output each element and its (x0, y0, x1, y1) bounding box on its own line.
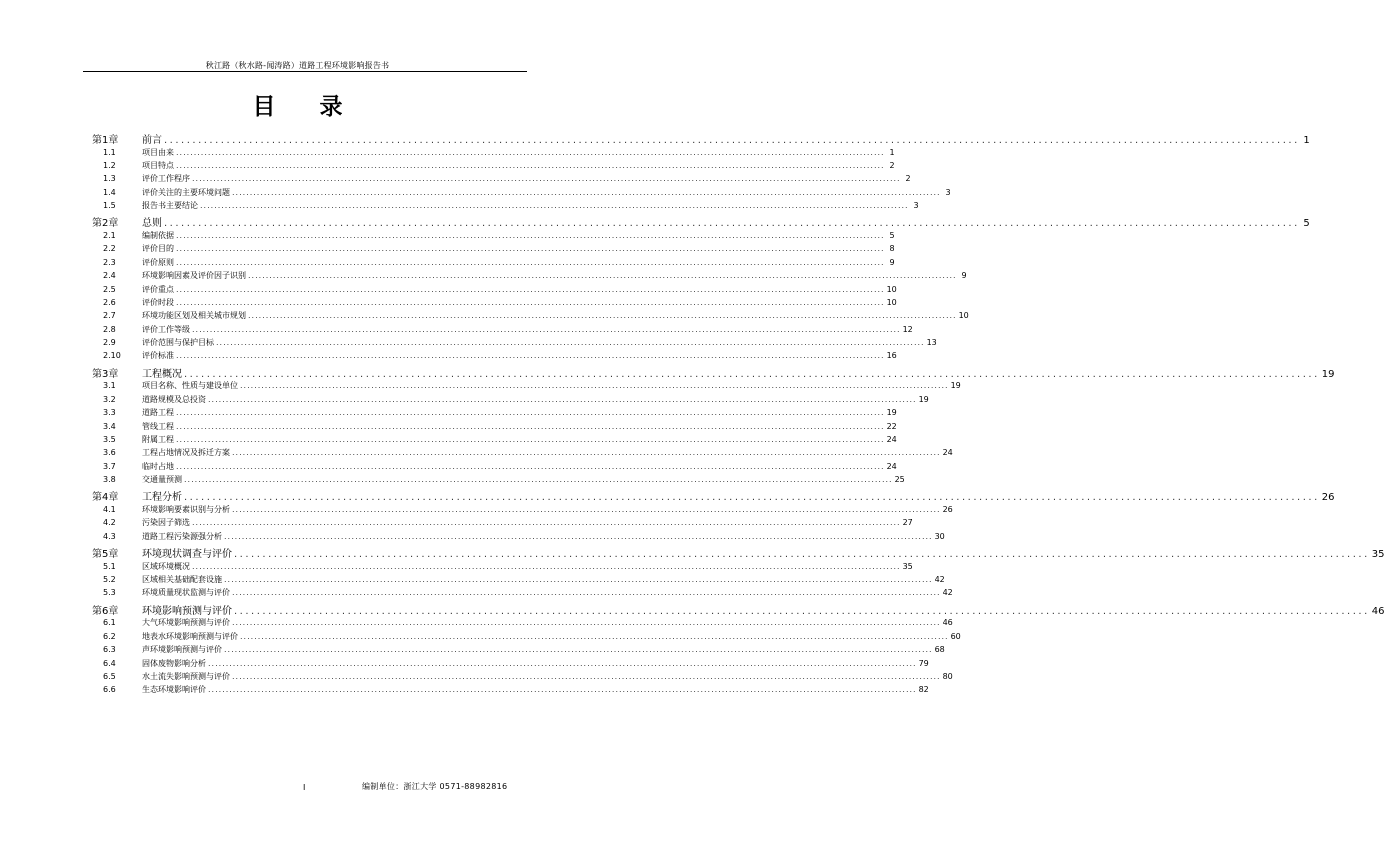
footer-page-number: I (303, 783, 306, 792)
toc-section-entry[interactable] (92, 517, 913, 530)
toc-section-entry[interactable] (92, 474, 905, 487)
section-title: 编制依据 (142, 230, 174, 240)
section-page-number: 13 (926, 338, 937, 348)
section-number: 2.2 (103, 244, 116, 254)
dot-leader: ........................................................................................................................................................................................................ (208, 685, 917, 695)
dot-leader: ........................................................................................................................................................................................................ (176, 351, 885, 361)
section-title: 道路工程 (142, 408, 174, 418)
dot-leader: ........................................................................................................................................................................................................ (208, 658, 917, 668)
section-title: 报告书主要结论 (142, 201, 198, 211)
chapter-number: 第5章 (92, 549, 119, 561)
toc-section-entry[interactable] (92, 531, 945, 544)
chapter-title: 总则 (142, 218, 162, 230)
dot-leader: ........................................................................................................................................................................................................ (176, 408, 885, 418)
section-number: 1.2 (103, 160, 116, 170)
header-rule (83, 71, 527, 72)
toc-section-entry[interactable] (92, 407, 897, 420)
dot-leader: ........................................................................................................................................................................................................ (176, 297, 885, 307)
section-page-number: 26 (942, 504, 953, 514)
section-title: 评价目的 (142, 244, 174, 254)
section-number: 3.1 (103, 381, 116, 391)
dot-leader: ........................................................................................................................................................................................................ (184, 492, 1320, 504)
dot-leader: ........................................................................................................................................................................................................ (176, 421, 885, 431)
section-page-number: 42 (942, 588, 953, 598)
toc-chapter-entry[interactable] (92, 131, 1310, 147)
toc-section-entry[interactable] (92, 421, 897, 434)
section-page-number: 24 (942, 448, 953, 458)
toc-section-entry[interactable] (92, 447, 953, 460)
section-title: 项目特点 (142, 160, 174, 170)
section-title: 大气环境影响预测与评价 (142, 618, 230, 628)
section-number: 1.1 (103, 147, 116, 157)
section-page-number: 79 (918, 658, 929, 668)
section-title: 水土流失影响预测与评价 (142, 671, 230, 681)
toc-section-entry[interactable] (92, 658, 929, 671)
toc-section-entry[interactable] (92, 561, 913, 574)
section-page-number: 8 (889, 244, 895, 254)
section-title: 评价范围与保护目标 (142, 338, 214, 348)
section-page-number: 24 (886, 434, 897, 444)
toc-section-entry[interactable] (92, 230, 895, 243)
section-number: 6.2 (103, 631, 116, 641)
section-number: 3.2 (103, 394, 116, 404)
section-title: 道路规模及总投资 (142, 394, 206, 404)
dot-leader: ........................................................................................................................................................................................................ (224, 645, 933, 655)
section-title: 环境影响要素识别与分析 (142, 504, 230, 514)
section-page-number: 10 (886, 297, 897, 307)
section-number: 2.9 (103, 338, 116, 348)
chapter-page-number: 35 (1371, 549, 1384, 561)
section-number: 5.3 (103, 588, 116, 598)
section-number: 6.1 (103, 618, 116, 628)
toc-section-entry[interactable] (92, 257, 895, 270)
toc-section-entry[interactable] (92, 684, 929, 697)
toc-section-entry[interactable] (92, 200, 919, 213)
section-page-number: 5 (889, 230, 895, 240)
section-number: 2.10 (103, 351, 121, 361)
section-number: 4.2 (103, 518, 116, 528)
section-title: 环境质量现状监测与评价 (142, 588, 230, 598)
section-number: 1.5 (103, 201, 116, 211)
dot-leader: ........................................................................................................................................................................................................ (240, 631, 949, 641)
section-page-number: 19 (918, 394, 929, 404)
chapter-title: 工程概况 (142, 368, 182, 380)
toc-chapter-entry[interactable] (92, 214, 1310, 230)
section-title: 区域环境概况 (142, 561, 190, 571)
section-page-number: 3 (913, 201, 919, 211)
dot-leader: ........................................................................................................................................................................................................ (192, 561, 901, 571)
section-page-number: 19 (886, 408, 897, 418)
section-page-number: 60 (950, 631, 961, 641)
chapter-number: 第4章 (92, 492, 119, 504)
toc-section-entry[interactable] (92, 284, 897, 297)
chapter-title: 环境影响预测与评价 (142, 605, 232, 617)
chapter-number: 第2章 (92, 218, 119, 230)
section-number: 2.6 (103, 297, 116, 307)
dot-leader: ........................................................................................................................................................................................................ (164, 218, 1300, 230)
dot-leader: ........................................................................................................................................................................................................ (176, 244, 885, 254)
dot-leader: ........................................................................................................................................................................................................ (232, 671, 941, 681)
section-number: 2.4 (103, 271, 116, 281)
section-title: 环境功能区划及相关城市规划 (142, 311, 246, 321)
section-number: 6.4 (103, 658, 116, 668)
section-title: 评价工作程序 (142, 174, 190, 184)
toc-section-entry[interactable] (92, 187, 951, 200)
section-number: 4.3 (103, 531, 116, 541)
section-number: 5.1 (103, 561, 116, 571)
section-page-number: 25 (894, 475, 905, 485)
dot-leader: ........................................................................................................................................................................................................ (176, 434, 885, 444)
dot-leader: ........................................................................................................................................................................................................ (176, 147, 885, 157)
dot-leader: ........................................................................................................................................................................................................ (176, 257, 885, 267)
section-page-number: 1 (889, 147, 895, 157)
toc-chapter-entry[interactable] (92, 488, 1335, 504)
dot-leader: ........................................................................................................................................................................................................ (176, 230, 885, 240)
dot-leader: ........................................................................................................................................................................................................ (224, 531, 933, 541)
dot-leader: ........................................................................................................................................................................................................ (176, 284, 885, 294)
section-title: 固体废物影响分析 (142, 658, 206, 668)
section-number: 2.1 (103, 230, 116, 240)
dot-leader: ........................................................................................................................................................................................................ (164, 135, 1300, 146)
toc-title: 目 录 (252, 94, 361, 120)
section-number: 3.3 (103, 408, 116, 418)
section-number: 3.8 (103, 475, 116, 485)
dot-leader: ........................................................................................................................................................................................................ (208, 394, 917, 404)
section-page-number: 82 (918, 685, 929, 695)
section-page-number: 2 (889, 160, 895, 170)
section-number: 1.4 (103, 187, 116, 197)
toc-section-entry[interactable] (92, 337, 937, 350)
section-page-number: 42 (934, 575, 945, 585)
section-page-number: 16 (886, 351, 897, 361)
section-number: 3.4 (103, 421, 116, 431)
section-page-number: 19 (950, 381, 961, 391)
dot-leader: ........................................................................................................................................................................................................ (232, 588, 941, 598)
section-number: 6.6 (103, 685, 116, 695)
section-number: 5.2 (103, 575, 116, 585)
section-number: 3.7 (103, 461, 116, 471)
table-of-contents (92, 130, 1384, 698)
toc-section-entry[interactable] (92, 587, 953, 600)
chapter-title: 前言 (142, 135, 162, 146)
dot-leader: ........................................................................................................................................................................................................ (232, 618, 941, 628)
section-title: 生态环境影响评价 (142, 685, 206, 695)
toc-section-entry[interactable] (92, 671, 953, 684)
dot-leader: ........................................................................................................................................................................................................ (234, 605, 1370, 617)
toc-section-entry[interactable] (92, 297, 897, 310)
chapter-title: 工程分析 (142, 492, 182, 504)
section-title: 附属工程 (142, 434, 174, 444)
dot-leader: ........................................................................................................................................................................................................ (224, 575, 933, 585)
dot-leader: ........................................................................................................................................................................................................ (176, 160, 885, 170)
toc-section-entry[interactable] (92, 461, 897, 474)
toc-section-entry[interactable] (92, 380, 961, 393)
toc-section-entry[interactable] (92, 243, 895, 256)
section-title: 声环境影响预测与评价 (142, 645, 222, 655)
toc-section-entry[interactable] (92, 617, 953, 630)
section-page-number: 12 (902, 324, 913, 334)
chapter-page-number: 46 (1371, 605, 1384, 617)
toc-section-entry[interactable] (92, 434, 897, 447)
section-number: 1.3 (103, 174, 116, 184)
dot-leader: ........................................................................................................................................................................................................ (216, 338, 925, 348)
section-title: 评价关注的主要环境问题 (142, 187, 230, 197)
section-page-number: 80 (942, 671, 953, 681)
section-number: 2.7 (103, 311, 116, 321)
chapter-page-number: 19 (1321, 368, 1335, 380)
section-title: 道路工程污染源强分析 (142, 531, 222, 541)
section-page-number: 9 (889, 257, 895, 267)
section-number: 2.5 (103, 284, 116, 294)
dot-leader: ........................................................................................................................................................................................................ (192, 174, 901, 184)
section-title: 评价标准 (142, 351, 174, 361)
toc-section-entry[interactable] (92, 350, 897, 363)
toc-section-entry[interactable] (92, 270, 967, 283)
section-title: 交通量预测 (142, 475, 182, 485)
dot-leader: ........................................................................................................................................................................................................ (184, 475, 893, 485)
section-title: 项目名称、性质与建设单位 (142, 381, 238, 391)
toc-section-entry[interactable] (92, 147, 895, 160)
toc-section-entry[interactable] (92, 504, 953, 517)
section-title: 评价重点 (142, 284, 174, 294)
section-number: 2.8 (103, 324, 116, 334)
dot-leader: ........................................................................................................................................................................................................ (232, 504, 941, 514)
section-title: 管线工程 (142, 421, 174, 431)
section-title: 污染因子筛选 (142, 518, 190, 528)
chapter-page-number: 1 (1303, 135, 1310, 146)
section-title: 评价时段 (142, 297, 174, 307)
toc-section-entry[interactable] (92, 631, 961, 644)
footer-organization: 编制单位：浙江大学 0571-88982816 (362, 782, 508, 791)
dot-leader: ........................................................................................................................................................................................................ (232, 187, 941, 197)
chapter-number: 第1章 (92, 135, 119, 146)
toc-chapter-entry[interactable] (92, 365, 1335, 381)
running-header-title: 秋江路（秋水路-闻涛路）道路工程环境影响报告书 (205, 61, 390, 70)
section-number: 4.1 (103, 504, 116, 514)
section-page-number: 46 (942, 618, 953, 628)
section-number: 3.6 (103, 448, 116, 458)
chapter-page-number: 26 (1321, 492, 1335, 504)
dot-leader: ........................................................................................................................................................................................................ (248, 271, 957, 281)
dot-leader: ........................................................................................................................................................................................................ (200, 201, 909, 211)
toc-section-entry[interactable] (92, 310, 969, 323)
toc-section-entry[interactable] (92, 160, 895, 173)
section-page-number: 2 (905, 174, 911, 184)
chapter-title: 环境现状调查与评价 (142, 549, 232, 561)
dot-leader: ........................................................................................................................................................................................................ (192, 324, 901, 334)
section-page-number: 68 (934, 645, 945, 655)
toc-chapter-entry[interactable] (92, 545, 1384, 561)
dot-leader: ........................................................................................................................................................................................................ (192, 518, 901, 528)
section-title: 环境影响因素及评价因子识别 (142, 271, 246, 281)
dot-leader: ........................................................................................................................................................................................................ (248, 311, 957, 321)
section-title: 评价工作等级 (142, 324, 190, 334)
toc-section-entry[interactable] (92, 574, 945, 587)
section-title: 项目由来 (142, 147, 174, 157)
chapter-number: 第6章 (92, 605, 119, 617)
section-number: 6.5 (103, 671, 116, 681)
section-number: 6.3 (103, 645, 116, 655)
chapter-number: 第3章 (92, 368, 119, 380)
toc-chapter-entry[interactable] (92, 602, 1384, 618)
section-title: 区域相关基础配套设施 (142, 575, 222, 585)
toc-section-entry[interactable] (92, 324, 913, 337)
section-page-number: 9 (961, 271, 967, 281)
toc-section-entry[interactable] (92, 644, 945, 657)
section-title: 地表水环境影响预测与评价 (142, 631, 238, 641)
section-number: 3.5 (103, 434, 116, 444)
section-page-number: 22 (886, 421, 897, 431)
dot-leader: ........................................................................................................................................................................................................ (232, 448, 941, 458)
section-page-number: 3 (945, 187, 951, 197)
section-page-number: 10 (886, 284, 897, 294)
section-title: 临时占地 (142, 461, 174, 471)
section-page-number: 30 (934, 531, 945, 541)
section-page-number: 35 (902, 561, 913, 571)
chapter-page-number: 5 (1303, 218, 1310, 230)
section-title: 工程占地情况及拆迁方案 (142, 448, 230, 458)
dot-leader: ........................................................................................................................................................................................................ (240, 381, 949, 391)
dot-leader: ........................................................................................................................................................................................................ (184, 368, 1320, 380)
dot-leader: ........................................................................................................................................................................................................ (176, 461, 885, 471)
section-page-number: 27 (902, 518, 913, 528)
section-title: 评价原则 (142, 257, 174, 267)
section-number: 2.3 (103, 257, 116, 267)
section-page-number: 24 (886, 461, 897, 471)
dot-leader: ........................................................................................................................................................................................................ (234, 549, 1370, 561)
section-page-number: 10 (958, 311, 969, 321)
toc-section-entry[interactable] (92, 394, 929, 407)
toc-section-entry[interactable] (92, 173, 911, 186)
